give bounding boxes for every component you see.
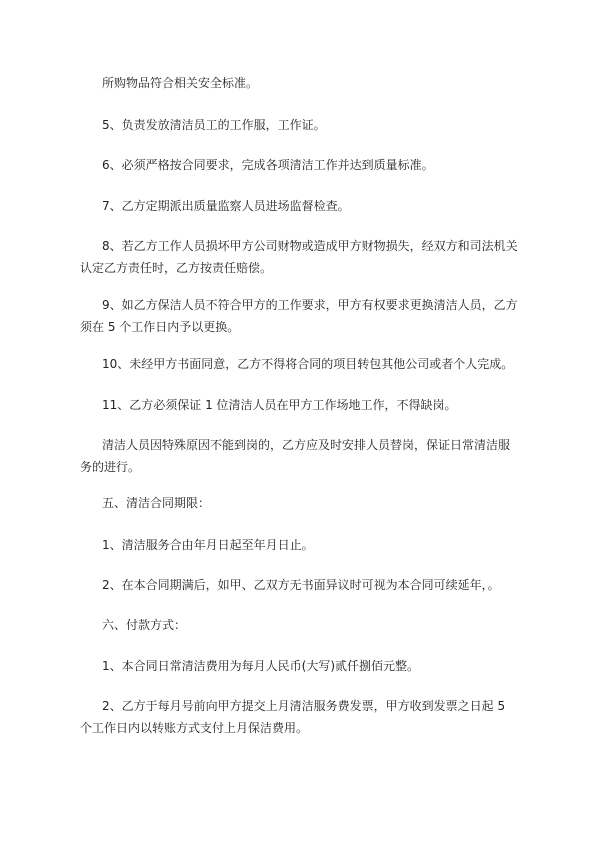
section-heading-6: 六、付款方式： bbox=[102, 618, 187, 632]
paragraph-10: 1、清洁服务合由年月日起至年月日止。 bbox=[102, 538, 314, 552]
paragraph-12: 1、本合同日常清洁费用为每月人民币(大写)贰仟捌佰元整。 bbox=[102, 659, 420, 673]
paragraph-11: 2、在本合同期满后，如甲、乙双方无书面异议时可视为本合同可续延年，。 bbox=[102, 578, 500, 592]
paragraph-7: 10、未经甲方书面同意，乙方不得将合同的项目转包其他公司或者个人完成。 bbox=[102, 357, 514, 371]
paragraph-6: 9、如乙方保洁人员不符合甲方的工作要求，甲方有权要求更换清洁人员，乙方须在 5 个工作日内予以更换。 bbox=[80, 298, 518, 334]
paragraph-13: 2、乙方于每月号前向甲方提交上月清洁服务费发票，甲方收到发票之日起 5 个工作日内以转账方式支付上月保洁费用。 bbox=[80, 699, 506, 735]
paragraph-3: 6、必须严格按合同要求，完成各项清洁工作并达到质量标准。 bbox=[102, 158, 434, 172]
paragraph-5: 8、若乙方工作人员损坏甲方公司财物或造成甲方财物损失，经双方和司法机关认定乙方责任时，乙方按责任赔偿。 bbox=[80, 239, 518, 275]
paragraph-9: 清洁人员因特殊原因不能到岗的，乙方应及时安排人员替岗，保证日常清洁服务的进行。 bbox=[80, 438, 511, 474]
paragraph-2: 5、负责发放清洁员工的工作服，工作证。 bbox=[102, 118, 326, 132]
section-heading-5: 五、清洁合同期限： bbox=[102, 496, 211, 510]
paragraph-4: 7、乙方定期派出质量监察人员进场监督检查。 bbox=[102, 199, 350, 213]
paragraph-8: 11、乙方必须保证 1 位清洁人员在甲方工作场地工作，不得缺岗。 bbox=[102, 398, 457, 412]
paragraph-1: 所购物品符合相关安全标准。 bbox=[102, 76, 259, 90]
